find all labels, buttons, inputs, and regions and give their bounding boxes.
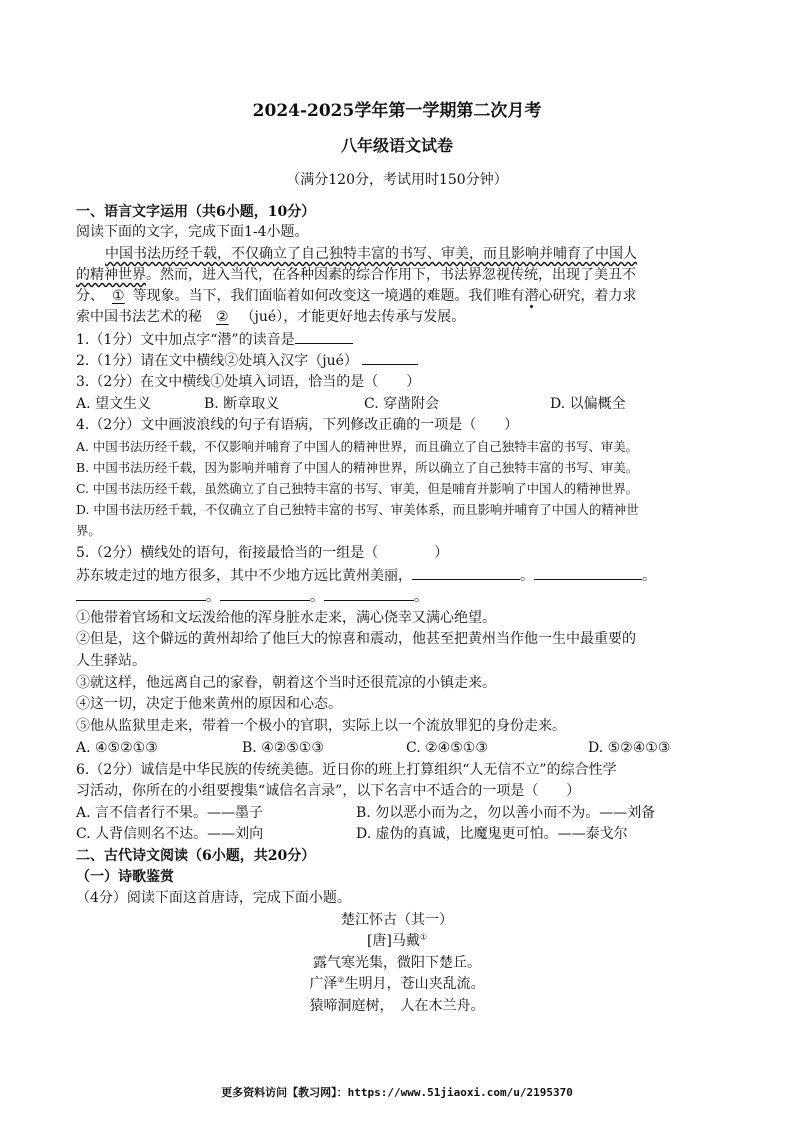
poem-line-2-start: 广泽	[309, 976, 338, 992]
blank-1: ①	[112, 288, 125, 304]
q4-option-b: B. 中国书法历经千载，因为影响并哺育了中国人的精神世界，所以确立了自己独特丰富的书写、审美。	[76, 460, 639, 475]
footer-link[interactable]: 更多资料访问【教习网】：https://www.51jiaoxi.com/u/2195370	[221, 1086, 573, 1099]
section2-heading: 二、古代诗文阅读（6小题，共20分）	[76, 848, 316, 864]
q6-option-a: A. 言不信者行不果。——墨子	[76, 805, 264, 821]
poem-author	[0, 931, 794, 951]
q3-option-a: A. 望文生义	[76, 396, 152, 412]
passage-text: 分、	[76, 288, 104, 304]
footnote-marker: ②	[337, 975, 345, 985]
question-2	[76, 350, 418, 371]
q6-option-c: C. 人背信则名不达。——刘向	[76, 826, 264, 842]
question-6-line-1: 6.（2分）诚信是中华民族的传统美德。近日你的班上打算组织“人无信不立”的综合性学	[76, 762, 617, 778]
q4-option-d-cont: 界。	[76, 523, 101, 538]
exam-title: 2024-2025学年第一学期第二次月考	[252, 101, 542, 121]
answer-blank[interactable]	[324, 586, 414, 601]
question-4: 4.（2分）文中画波浪线的句子有语病，下列修改正确的一项是（ ）	[76, 417, 519, 433]
q5-option-b: B. ④②⑤①③	[242, 740, 324, 756]
question-5: 5.（2分）横线处的语句，衔接最恰当的一组是（ ）	[76, 545, 449, 561]
dotted-char: 潜	[524, 288, 539, 304]
answer-blank[interactable]	[220, 586, 310, 601]
question-3: 3.（2分）在文中横线①处填入词语，恰当的是（ ）	[76, 374, 421, 390]
q6-option-b: B. 勿以恶小而为之，勿以善小而不为。——刘备	[356, 805, 656, 821]
answer-blank[interactable]	[534, 565, 642, 580]
passage-line-2	[76, 265, 636, 285]
answer-blank[interactable]	[76, 586, 206, 601]
q5-lead-text: 苏东坡走过的地方很多，其中不少地方远比黄州美丽，	[76, 568, 412, 584]
section2-intro: （4分）阅读下面这首唐诗，完成下面小题。	[76, 890, 351, 906]
q5-item-4: ④这一切，决定于他来黄州的原因和心态。	[76, 696, 342, 712]
q5-lead-line: 苏东坡走过的地方很多，其中不少地方远比黄州美丽， 。 。	[76, 565, 656, 586]
question-1-text: 1.（1分）文中加点字“潜”的读音是	[76, 332, 295, 348]
q4-option-d: D. 中国书法历经千载，不仅确立了自己独特丰富的书写、审美体系，而且影响并哺育了中国人的精神世	[76, 502, 639, 517]
passage-text: 心研究，着力求	[538, 288, 637, 304]
q5-item-3: ③就这样，他远离自己的家眷，朝着这个当时还很荒凉的小镇走来。	[76, 675, 496, 691]
q5-option-c: C. ②④⑤①③	[406, 740, 488, 756]
footnote-marker: ①	[419, 932, 428, 942]
exam-subtitle: 八年级语文试卷	[340, 136, 453, 155]
passage-text: 。然而，进入当代，在各种因素的综合作用下，书法界忽视传统，出现了美丑不	[146, 267, 636, 283]
poem-line-2	[0, 974, 794, 994]
exam-info: （满分120分，考试用时150分钟）	[286, 172, 508, 188]
poem-line-1: 露气寒光集，微阳下楚丘。	[313, 955, 481, 971]
question-6-line-2: 习活动，你所在的小组要搜集“诚信名言录”，以下名言中不适合的一项是（ ）	[76, 783, 581, 799]
wavy-sentence-part-2: 的精神世界	[76, 267, 146, 283]
q5-item-2: ②但是，这个僻远的黄州却给了他巨大的惊喜和震动，他甚至把黄州当作他一生中最重要的	[76, 631, 636, 647]
poem-line-3: 猿啼洞庭树， 人在木兰舟。	[309, 998, 485, 1014]
poem-author-name: [唐]马戴	[366, 933, 420, 949]
q5-item-5: ⑤他从监狱里走来，带着一个极小的官职，实际上以一个流放罪犯的身份走来。	[76, 718, 566, 734]
q4-option-a: A. 中国书法历经千载，不仅影响并哺育了中国人的精神世界，而且确立了自己独特丰富的书写、审美。	[76, 439, 639, 454]
passage-text: 索中国书法艺术的秘	[76, 309, 202, 325]
section1-intro: 阅读下面的文字，完成下面1-4小题。	[76, 224, 309, 240]
blank-2: ②	[216, 309, 229, 325]
passage-text: （jué），才能更好地去传承与发展。	[240, 309, 466, 325]
q5-option-d: D. ⑤②④①③	[588, 740, 671, 756]
question-1	[76, 329, 353, 350]
q3-option-c: C. 穿凿附会	[364, 396, 440, 412]
passage-text: 等现象。当下，我们面临着如何改变这一境遇的难题。我们唯有	[132, 288, 525, 304]
section2-subheading: （一）诗歌鉴赏	[76, 869, 174, 885]
passage-line-1	[105, 244, 637, 264]
q5-item-1: ①他带着官场和文坛泼给他的浑身脏水走来，满心侥幸又满心绝望。	[76, 610, 496, 626]
q5-blank-line: 。 。 。	[76, 586, 428, 607]
passage-line-3	[76, 286, 637, 306]
q5-option-a: A. ④⑤②①③	[76, 740, 158, 756]
passage-line-4	[76, 307, 465, 327]
q3-option-d: D. 以偏概全	[550, 396, 626, 412]
answer-blank[interactable]	[362, 350, 418, 365]
q5-item-2-cont: 人生驿站。	[76, 653, 146, 669]
answer-blank[interactable]	[412, 565, 520, 580]
q4-option-c: C. 中国书法历经千载，虽然确立了自己独特丰富的书写、审美，但是哺育并影响了中国人的精神世界。	[76, 481, 639, 496]
q3-option-b: B. 断章取义	[204, 396, 280, 412]
answer-blank[interactable]	[295, 329, 353, 344]
poem-title: 楚江怀古（其一）	[341, 912, 453, 928]
q6-option-d: D. 虚伪的真诚，比魔鬼更可怕。——泰戈尔	[356, 826, 628, 842]
question-2-text: 2.（1分）请在文中横线②处填入汉字（jué）	[76, 353, 358, 369]
poem-line-2-rest: 生明月，苍山夹乱流。	[344, 976, 485, 992]
wavy-sentence-part-1: 中国书法历经千载，不仅确立了自己独特丰富的书写、审美，而且影响并哺育了中国人	[105, 246, 637, 262]
section1-heading: 一、语言文字运用（共6小题，10分）	[76, 204, 316, 220]
